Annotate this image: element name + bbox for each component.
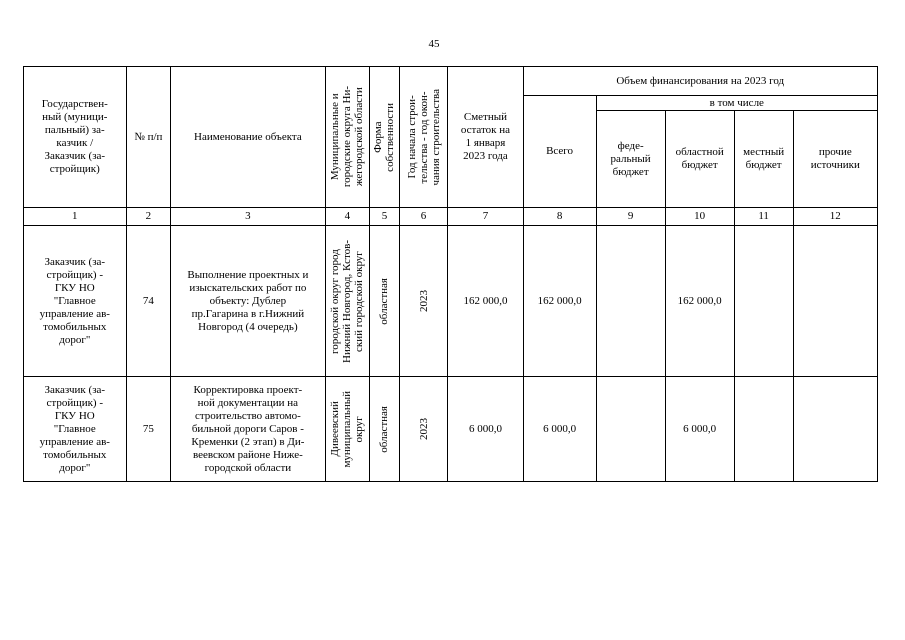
header-num: № п/п <box>126 67 171 208</box>
header-ownership: Форма собственности <box>370 67 399 208</box>
column-number: 7 <box>448 208 523 226</box>
cell-regional: 162 000,0 <box>665 226 734 377</box>
cell-num: 75 <box>126 377 171 482</box>
header-customer: Государствен- ный (муници- пальный) за- казчик / Заказчик (за- стройщик) <box>24 67 127 208</box>
column-number: 4 <box>325 208 370 226</box>
page-number: 45 <box>428 38 440 50</box>
cell-federal <box>596 377 665 482</box>
cell-estimate: 162 000,0 <box>448 226 523 377</box>
column-numbers-row <box>24 208 878 226</box>
table-row <box>24 377 878 482</box>
cell-total: 162 000,0 <box>523 226 596 377</box>
cell-municipality: Дивеевский муниципальный округ <box>325 377 370 482</box>
cell-ownership: областная <box>370 226 399 377</box>
column-number: 9 <box>596 208 665 226</box>
financing-table <box>23 66 878 482</box>
header-including: в том числе <box>596 96 877 111</box>
cell-customer: Заказчик (за- стройщик) - ГКУ НО "Главное управление ав- томобильных дорог" <box>24 226 127 377</box>
column-number: 6 <box>399 208 448 226</box>
cell-years: 2023 <box>399 377 448 482</box>
cell-num: 74 <box>126 226 171 377</box>
cell-other <box>793 377 877 482</box>
cell-municipality: городской округ город Нижний Новгород, Кстов- ский городской округ <box>325 226 370 377</box>
cell-customer: Заказчик (за- стройщик) - ГКУ НО "Главное управление ав- томобильных дорог" <box>24 377 127 482</box>
column-number: 10 <box>665 208 734 226</box>
column-number: 1 <box>24 208 127 226</box>
header-estimate: Сметный остаток на 1 января 2023 года <box>448 67 523 208</box>
header-row <box>24 67 878 96</box>
table-row <box>24 226 878 377</box>
header-regional: областной бюджет <box>665 111 734 208</box>
column-number: 2 <box>126 208 171 226</box>
cell-name: Корректировка проект- ной документации на строительство автомо- бильной дороги Саров - Кременки (2 этап) в Ди- веевском районе Ниже- городской области <box>171 377 325 482</box>
header-years: Год начала строи- тельства - год окон- чания строительства <box>399 67 448 208</box>
column-number: 8 <box>523 208 596 226</box>
column-number: 11 <box>734 208 793 226</box>
cell-years: 2023 <box>399 226 448 377</box>
cell-name: Выполнение проектных и изыскательских работ по объекту: Дублер пр.Гагарина в г.Нижний Новгород (4 очередь) <box>171 226 325 377</box>
header-name: Наименование объекта <box>171 67 325 208</box>
cell-federal <box>596 226 665 377</box>
cell-ownership: областная <box>370 377 399 482</box>
cell-local <box>734 377 793 482</box>
header-financing: Объем финансирования на 2023 год <box>523 67 877 96</box>
header-federal: феде- ральный бюджет <box>596 111 665 208</box>
header-local: местный бюджет <box>734 111 793 208</box>
cell-regional: 6 000,0 <box>665 377 734 482</box>
header-total: Всего <box>523 96 596 208</box>
header-other: прочие источники <box>793 111 877 208</box>
cell-estimate: 6 000,0 <box>448 377 523 482</box>
cell-local <box>734 226 793 377</box>
column-number: 5 <box>370 208 399 226</box>
cell-other <box>793 226 877 377</box>
cell-total: 6 000,0 <box>523 377 596 482</box>
header-municipality: Муниципальные и городские округа Ни- жегородской области <box>325 67 370 208</box>
column-number: 3 <box>171 208 325 226</box>
column-number: 12 <box>793 208 877 226</box>
